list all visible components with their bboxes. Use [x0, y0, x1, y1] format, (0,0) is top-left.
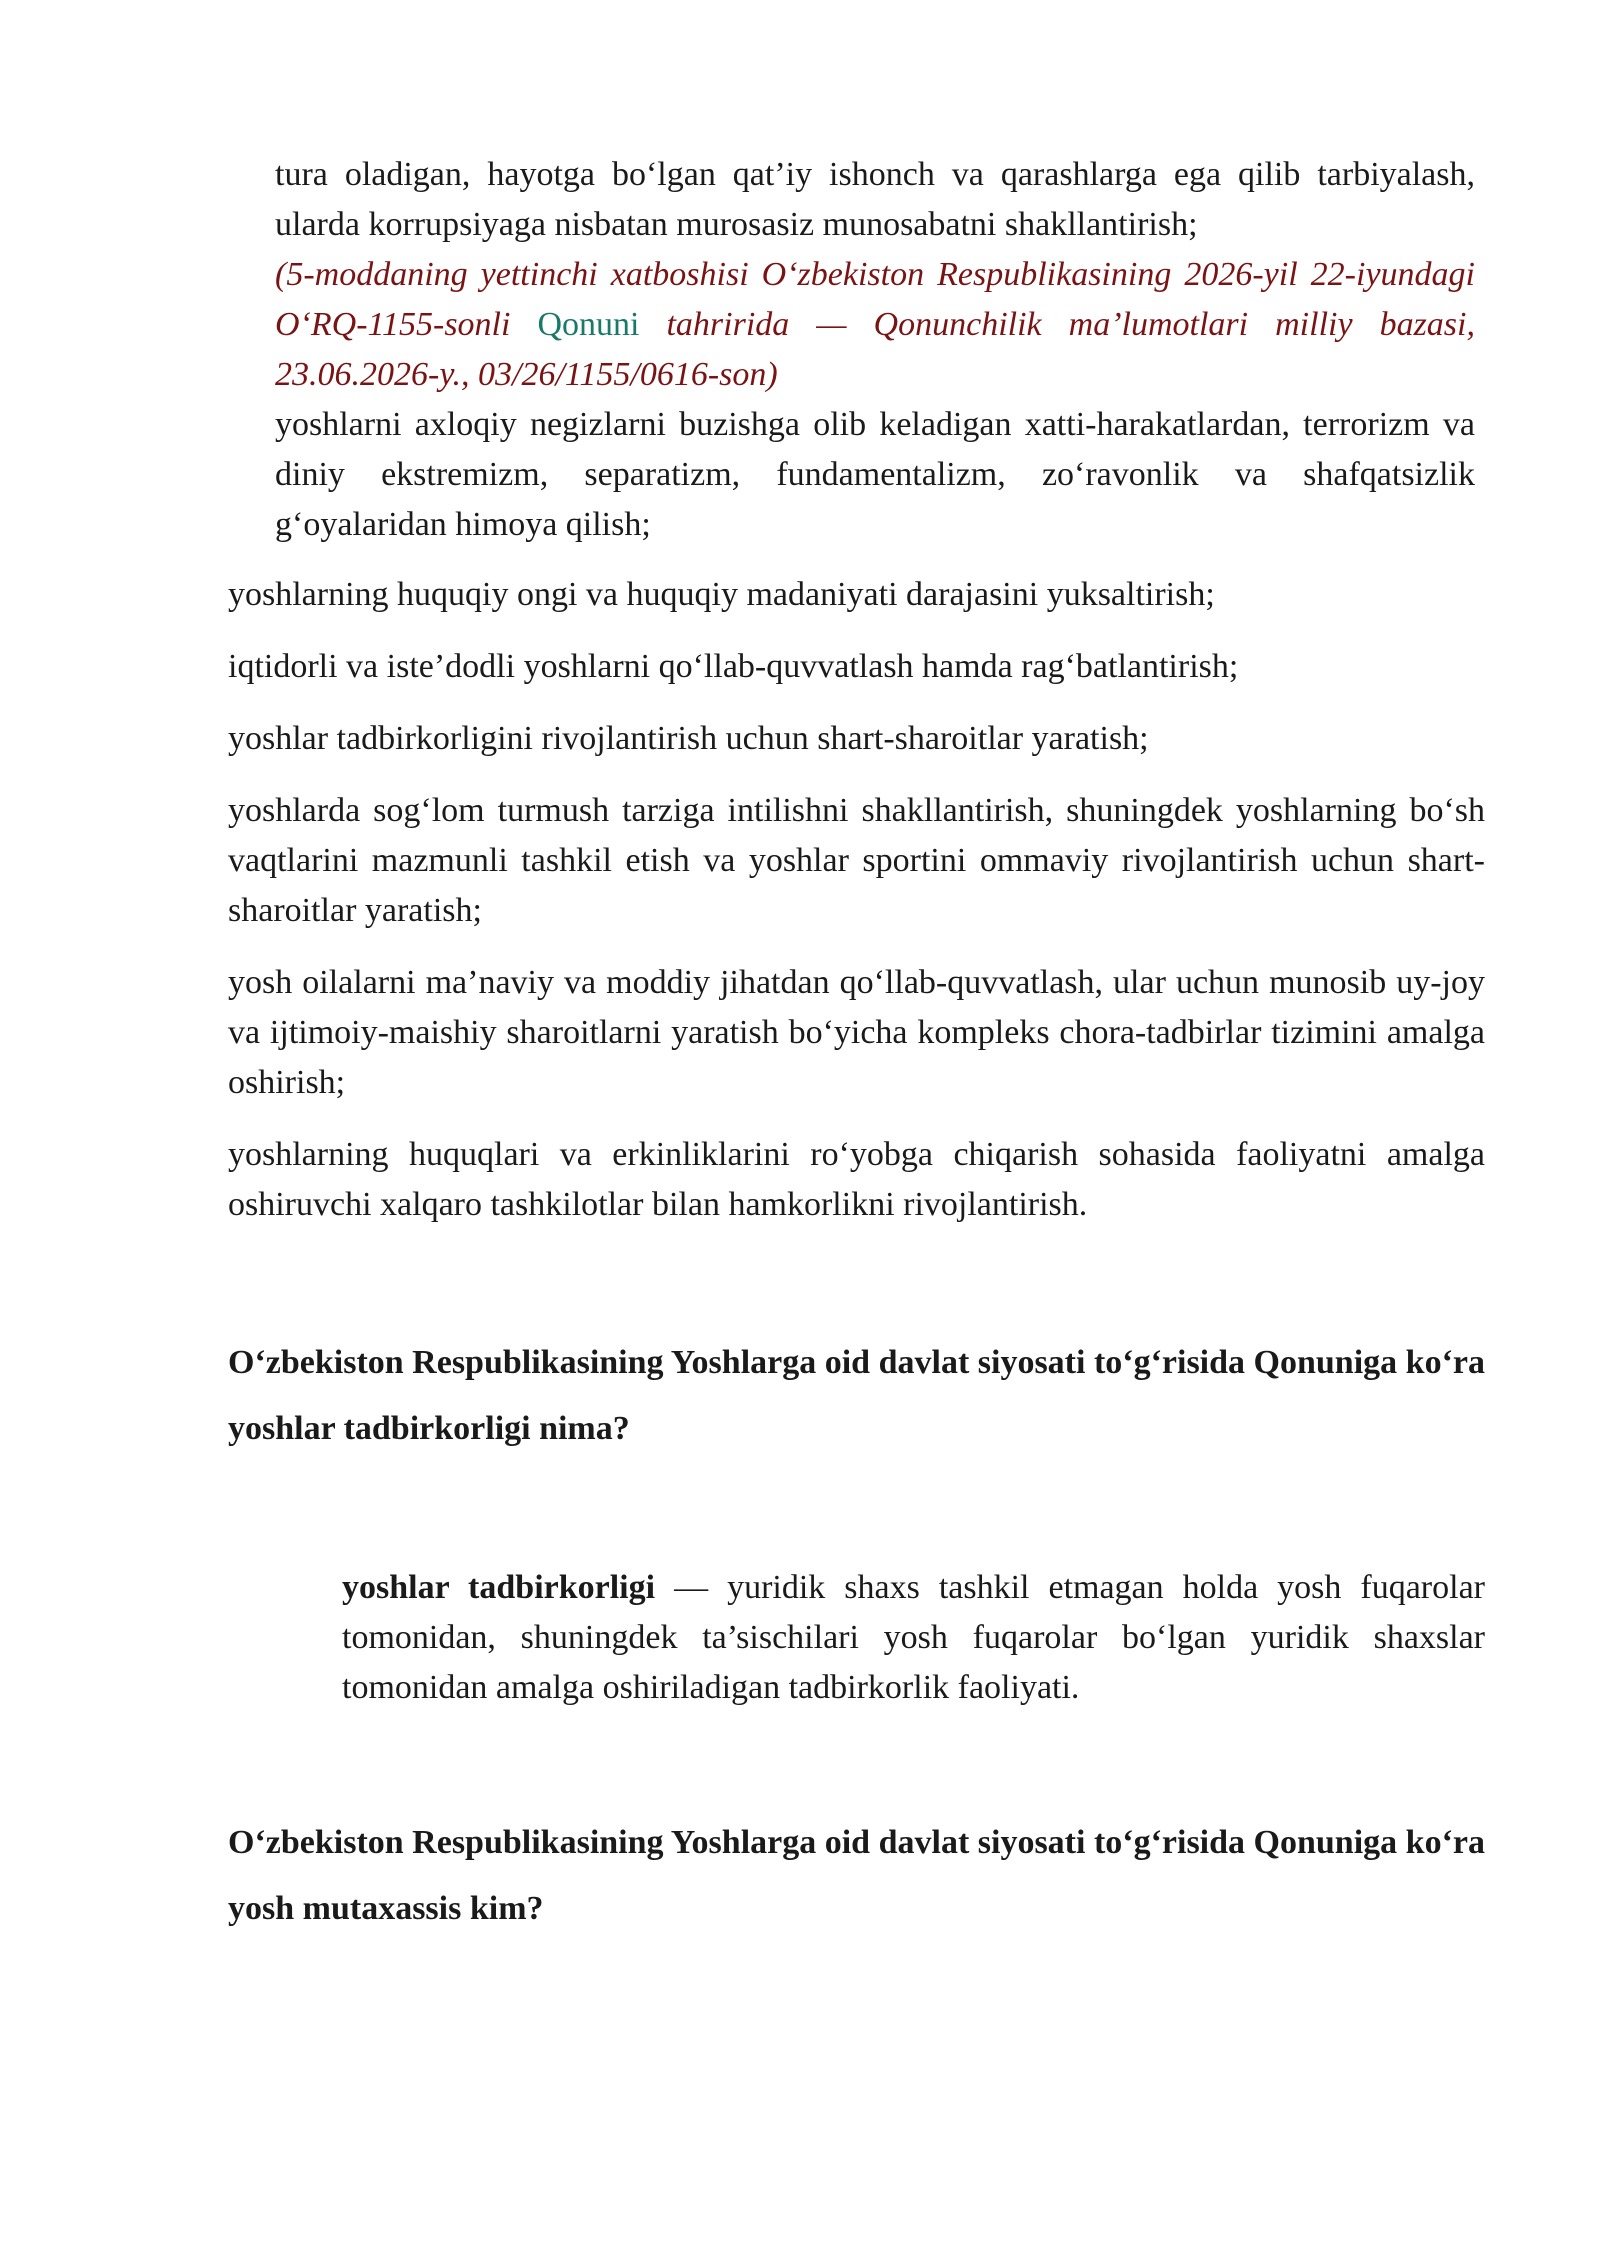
list-item-healthy-lifestyle: yoshlarda sog‘lom turmush tarziga intilishni shakllantirish, shuningdek yoshlarning bo‘sh vaqtlarini mazmunli tashkil etish va yoshlar sportini ommaviy rivojlantirish uchun shart-sharoitlar yaratish; — [228, 792, 1485, 929]
list-item-international-cooperation: yoshlarning huquqlari va erkinliklarini ro‘yobga chiqarish sohasida faoliyatni amalga oshiruvchi xalqaro tashkilotlar bilan hamkorlikni rivojlantirish. — [228, 1136, 1485, 1223]
question-heading-entrepreneurship: O‘zbekiston Respublikasining Yoshlarga oid davlat siyosati to‘g‘risida Qonuniga ko‘ra yoshlar tadbirkorligi nima? — [228, 1344, 1485, 1447]
list-item-upbringing: tura oladigan, hayotga bo‘lgan qat’iy ishonch va qarashlarga ega qilib tarbiyalash, ularda korrupsiyaga nisbatan murosasiz munosabatni shakllantirish; — [275, 156, 1475, 243]
definition-paragraph — [342, 1563, 1485, 1713]
amendment-text-after: tahririda — Qonunchilik ma’lumotlari milliy bazasi, 23.06.2026-y., 03/26/1155/0616-son) — [275, 306, 1475, 393]
list-item-legal-culture: yoshlarning huquqiy ongi va huquqiy madaniyati darajasini yuksaltirish; — [228, 576, 1215, 613]
definition-text: — yuridik shaxs tashkil etmagan holda yosh fuqarolar tomonidan, shuningdek ta’sischilari yosh fuqarolar bo‘lgan yuridik shaxslar tomonidan amalga oshiriladigan tadbirkorlik faoliyati. — [342, 1569, 1485, 1706]
amendment-text-before: (5-moddaning yettinchi xatboshisi O‘zbekiston Respublikasining 2026-yil 22-iyundagi O‘RQ-1155-sonli — [275, 256, 1475, 343]
definition-term: yoshlar tadbirkorligi — [342, 1569, 656, 1606]
list-item-entrepreneurship: yoshlar tadbirkorligini rivojlantirish uchun shart-sharoitlar yaratish; — [228, 720, 1149, 757]
list-item-protection: yoshlarni axloqiy negizlarni buzishga olib keladigan xatti-harakatlardan, terrorizm va diniy ekstremizm, separatizm, fundamentalizm, zo‘ravonlik va shafqatsizlik g‘oyalaridan himoya qilish; — [275, 406, 1475, 543]
indented-list-block — [275, 150, 1475, 550]
amendment-note — [275, 250, 1475, 400]
law-link[interactable]: Qonuni — [537, 306, 640, 343]
list-item-talented-youth: iqtidorli va iste’dodli yoshlarni qo‘llab-quvvatlash hamda rag‘batlantirish; — [228, 648, 1239, 685]
list-item-young-families: yosh oilalarni ma’naviy va moddiy jihatdan qo‘llab-quvvatlash, ular uchun munosib uy-joy va ijtimoiy-maishiy sharoitlarni yaratish bo‘yicha kompleks chora-tadbirlar tizimini amalga oshirish; — [228, 964, 1485, 1101]
list-paragraphs — [228, 570, 1485, 1252]
question-heading-young-specialist: O‘zbekiston Respublikasining Yoshlarga oid davlat siyosati to‘g‘risida Qonuniga ko‘ra yosh mutaxassis kim? — [228, 1824, 1485, 1927]
